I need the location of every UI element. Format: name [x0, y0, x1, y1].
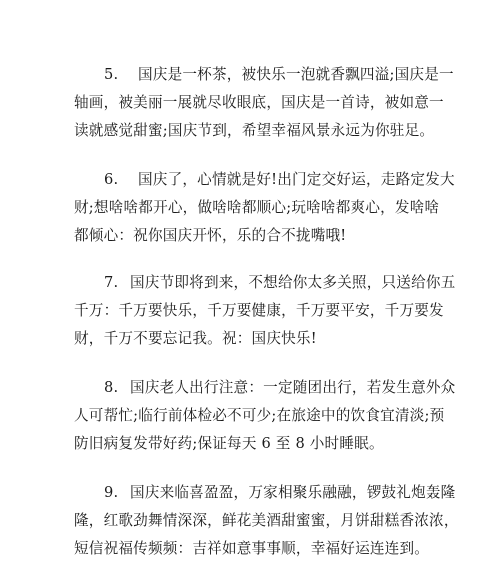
- paragraph-text: 隆，红歌劲舞情深深，鲜花美酒甜蜜蜜，月饼甜糕香浓浓，: [74, 512, 459, 529]
- paragraph-text: 财;想啥啥都开心，做啥啥都顺心;玩啥啥都爽心，发啥啥: [74, 199, 440, 216]
- paragraph-line: [0, 165, 500, 195]
- paragraph-number: 5.: [104, 66, 119, 83]
- paragraph-line: [74, 88, 500, 118]
- paragraph-text: 防旧病复发带好药;保证每天 6 至 8 小时睡眠。: [74, 435, 384, 452]
- paragraph-number: 8.: [104, 379, 119, 396]
- paragraph-text: 财，千万不要忘记我。祝：国庆快乐!: [74, 330, 317, 347]
- paragraph-number: 6.: [104, 171, 119, 188]
- paragraph-text: 人可帮忙;临行前体检必不可少;在旅途中的饮食宜清淡;预: [74, 407, 445, 424]
- paragraph-text: 国庆来临喜盈盈，万家相聚乐融融，锣鼓礼炮轰隆: [130, 484, 456, 501]
- paragraph-line: [74, 401, 500, 431]
- paragraph-text: 国庆老人出行注意：一定随团出行，若发生意外众: [130, 379, 456, 396]
- paragraph-text: 读就感觉甜蜜;国庆节到，希望幸福风景永远为你驻足。: [74, 122, 435, 139]
- paragraph-text: 国庆节即将到来，不想给你太多关照，只送给你五: [130, 274, 456, 291]
- paragraph-text: 轴画，被美丽一展就尽收眼底，国庆是一首诗，被如意一: [74, 94, 444, 111]
- paragraph-line: [74, 193, 500, 223]
- paragraph-line: [74, 429, 500, 459]
- paragraph-line: [74, 116, 500, 146]
- paragraph-line: [74, 324, 500, 354]
- paragraph-line: [0, 268, 500, 298]
- paragraph-text: 国庆是一杯茶，被快乐一泡就香飘四溢;国庆是一: [138, 66, 454, 83]
- paragraph-line: [74, 506, 500, 536]
- paragraph-number: 7.: [104, 274, 119, 291]
- paragraph-line: [74, 534, 500, 564]
- paragraph-line: [0, 478, 500, 508]
- paragraph-text: 都倾心：祝你国庆开怀，乐的合不拢嘴哦!: [74, 227, 347, 244]
- paragraph-line: [0, 60, 500, 90]
- paragraph-text: 国庆了，心情就是好!出门定交好运，走路定发大: [138, 171, 455, 188]
- paragraph-text: 千万：千万要快乐，千万要健康，千万要平安，千万要发: [74, 302, 444, 319]
- paragraph-line: [74, 296, 500, 326]
- paragraph-number: 9.: [104, 484, 119, 501]
- paragraph-line: [74, 221, 500, 251]
- paragraph-line: [0, 373, 500, 403]
- paragraph-text: 短信祝福传频频：吉祥如意事事顺，幸福好运连连到。: [74, 540, 430, 557]
